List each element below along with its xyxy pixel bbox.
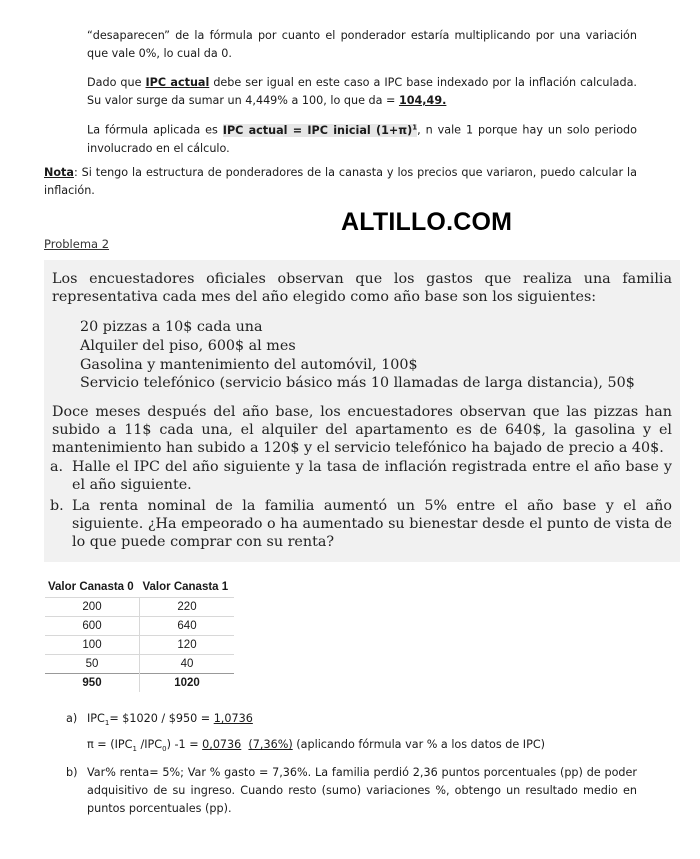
header-valor-canasta-1: Valor Canasta 1 — [142, 581, 229, 593]
total-cell: 950 — [45, 674, 140, 693]
watermark-logo: ALTILLO.COM — [341, 208, 513, 236]
intro-p1-text: “desaparecen” de la fórmula por cuanto el ponderador estaría multiplicando por una variación que vale 0%, lo cual da 0. — [87, 29, 637, 60]
answer-a-label: a) — [66, 712, 78, 725]
ipc-actual-term: IPC actual — [145, 76, 210, 89]
table-header-row — [45, 577, 234, 598]
cell: 600 — [45, 617, 140, 636]
scan-item-alquiler: Alquiler del piso, 600$ al mes — [80, 338, 296, 354]
scan-question-b — [50, 497, 672, 551]
scan-paragraph-1: Los encuestadores oficiales observan que los gastos que realiza una familia representativa cada mes del año elegido como año base son los siguientes: — [52, 271, 672, 305]
scan-item-pizzas: 20 pizzas a 10$ cada una — [80, 319, 263, 335]
question-b-label: b. — [50, 498, 64, 514]
intro-p3-a: La fórmula aplicada es — [87, 123, 223, 137]
question-a-label: a. — [50, 459, 64, 475]
ipc1-value: 1,0736 — [213, 712, 253, 725]
nota-text: : Si tengo la estructura de ponderadores de la canasta y los precios que variaron, puedo calcular la inflación. — [44, 166, 637, 197]
scan-paragraph-2: Doce meses después del año base, los encuestadores observan que las pizzas han subido a 11$ cada una, el alquiler del apartamento es de 640$, la gasolina y el mantenimiento han subido a 120$ y el servicio telefónico ha bajado de precio a 40$. — [52, 404, 672, 456]
basket-value-table — [45, 577, 234, 692]
table-row — [45, 617, 234, 636]
question-b-text: La renta nominal de la familia aumentó un 5% entre el año base y el año siguiente. ¿Ha empeorado o ha aumentado su bienestar desde el punto de vista de lo que puede comprar con su renta? — [72, 498, 672, 550]
answer-b-text: Var% renta= 5%; Var % gasto = 7,36%. La familia perdió 2,36 puntos porcentuales (pp) de poder adquisitivo de su ingreso. Cuando resto (sumo) variaciones %, obtengo un resultado medio en puntos porcentuales (pp). — [87, 766, 637, 815]
inflation-decimal: 0,0736 — [202, 738, 242, 751]
formula-highlight: IPC actual = IPC inicial $(1+\pi)^1$ — [222, 123, 418, 137]
cell: 220 — [140, 598, 235, 617]
intro-p2-c: debe ser igual en este caso a IPC base indexado por la inflación calculada. Su valor surge da sumar un 4,449% a 100, lo que da = — [87, 76, 637, 107]
cell: 640 — [140, 617, 235, 636]
header-valor-canasta-0: Valor Canasta 0 — [48, 581, 134, 593]
answer-a-line-2: $\pi = (IPC_1$ $/IPC_0$) -1 = 0,0736 (7,36%) (aplicando fórmula var % a los datos de IPC) — [87, 738, 545, 754]
inflation-percent: (7,36%) — [248, 738, 293, 751]
question-a-text: Halle el IPC del año siguiente y la tasa de inflación registrada entre el año base y el año siguiente. — [72, 459, 672, 493]
intro-paragraph-3 — [87, 118, 637, 158]
cell: 120 — [140, 636, 235, 655]
cell: 100 — [45, 636, 140, 655]
answer-b-label: b) — [66, 766, 78, 779]
scan-item-telefono: Servicio telefónico (servicio básico más 10 llamadas de larga distancia), 50$ — [80, 375, 635, 391]
scan-question-a — [50, 458, 672, 494]
answer-a-line-1: $IPC_1=$ $1020 / $950 = 1,0736 — [87, 712, 253, 728]
cell: 40 — [140, 655, 235, 674]
intro-paragraph-1 — [87, 27, 637, 63]
scanned-problem-statement — [44, 260, 680, 562]
ipc-result-value: 104,49. — [398, 94, 447, 107]
table-row — [45, 655, 234, 674]
scan-item-gasolina: Gasolina y mantenimiento del automóvil, 100$ — [80, 357, 418, 373]
problem-title: Problema 2 — [44, 237, 110, 251]
table-row — [45, 598, 234, 617]
total-cell: 1020 — [140, 674, 235, 693]
nota-paragraph — [44, 164, 637, 200]
intro-p2-a: Dado que — [87, 76, 146, 89]
intro-paragraph-2 — [87, 74, 637, 110]
table-row — [45, 636, 234, 655]
cell: 200 — [45, 598, 140, 617]
intro-p3-c: , n vale 1 porque hay un solo periodo involucrado en el cálculo. — [87, 123, 637, 155]
nota-label: Nota — [44, 166, 74, 179]
table-total-row — [45, 674, 234, 693]
cell: 50 — [45, 655, 140, 674]
